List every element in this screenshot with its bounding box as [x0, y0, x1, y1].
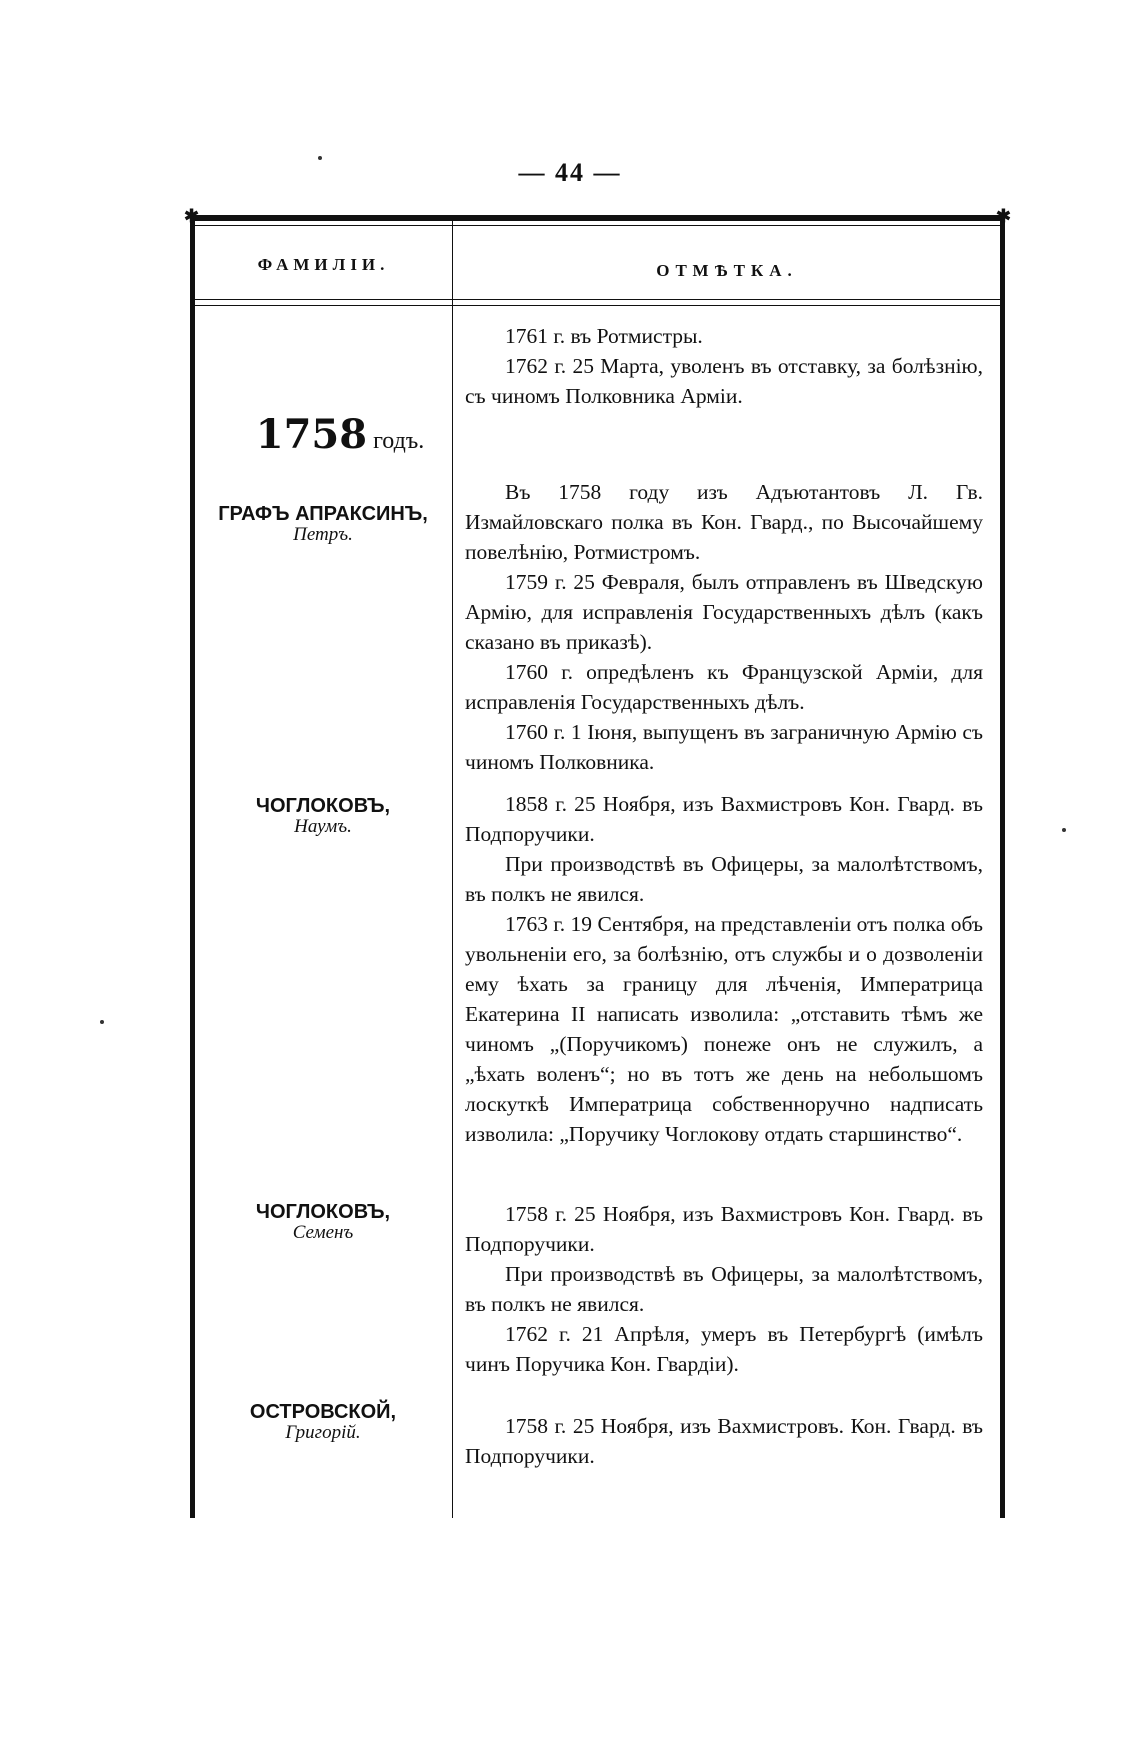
given-name: Семенъ — [292, 1222, 354, 1243]
speck-mark — [318, 156, 322, 160]
surname: ГРАФЪ АПРАКСИНЪ, — [218, 503, 428, 525]
surname: ЧОГЛОКОВЪ, — [255, 1201, 391, 1223]
page-number: — 44 — — [518, 158, 622, 187]
note-paragraph: 1763 г. 19 Сентября, на представленіи отъ полка объ увольненіи его, за болѣзнію, отъ службы и о дозволеніи ему ѣхать за границу для лѣченія, Императрица Екатерина II написать изволила: „отставить тѣмъ же чиномъ „(Поручикомъ) понеже онъ не служилъ, а „ѣхать воленъ“; но въ тотъ же день на небольшомъ лоскуткѣ Императрица собственноручно надписать изволила: „Поручику Чоглокову отдать старшинство“. — [465, 912, 983, 1146]
entry-notes — [465, 1199, 983, 1379]
note-paragraph: 1762 г. 25 Марта, уволенъ въ отставку, за болѣзнію, съ чиномъ Полковника Арміи. — [465, 354, 983, 408]
header-surnames: ФАМИЛІИ. — [257, 255, 390, 274]
name-entry — [203, 795, 443, 838]
entry-notes — [465, 477, 983, 777]
year-word: годъ. — [373, 428, 425, 454]
year-heading — [235, 411, 445, 458]
surname: ОСТРОВСКОЙ, — [249, 1401, 397, 1423]
note-paragraph: При производствѣ въ Офицеры, за малолѣтствомъ, въ полкъ не явился. — [465, 1262, 983, 1316]
speck-mark — [100, 1020, 104, 1024]
register-table — [184, 206, 1011, 1518]
note-paragraph: Въ 1758 году изъ Адъютантовъ Л. Гв. Измайловскаго полка въ Кон. Гвард., по Высочайшему повелѣнію, Ротмистромъ. — [465, 480, 983, 564]
header-rule — [195, 305, 1000, 306]
corner-ornament-icon: ✱ — [995, 206, 1011, 226]
note-paragraph: 1760 г. 1 Іюня, выпущенъ въ заграничную Армію съ чиномъ Полковника. — [465, 720, 983, 774]
speck-mark — [1062, 828, 1066, 832]
note-paragraph: 1858 г. 25 Ноября, изъ Вахмистровъ Кон. Гвард. въ Подпоручики. — [465, 792, 983, 846]
note-paragraph: 1760 г. опредѣленъ къ Французской Арміи, для исправленія Государственныхъ дѣлъ. — [465, 660, 983, 714]
name-entry — [203, 503, 443, 546]
header-rule — [195, 299, 1000, 300]
note-paragraph: При производствѣ въ Офицеры, за малолѣтствомъ, въ полкъ не явился. — [465, 852, 983, 906]
note-paragraph: 1762 г. 21 Апрѣля, умеръ въ Петербургѣ (имѣлъ чинъ Поручика Кон. Гвардіи). — [465, 1322, 983, 1376]
entry-notes — [465, 789, 983, 1149]
given-name: Наумъ. — [294, 816, 352, 837]
note-paragraph: 1758 г. 25 Ноября, изъ Вахмистровъ. Кон. Гвард. въ Подпоручики. — [465, 1414, 983, 1468]
corner-ornament-icon: ✱ — [184, 206, 200, 226]
year-number: 1758 — [255, 411, 368, 458]
name-entry — [203, 1401, 443, 1444]
note-paragraph: 1759 г. 25 Февраля, былъ отправленъ въ Шведскую Армію, для исправленія Государственныхъ дѣлъ (какъ сказано въ приказѣ). — [465, 570, 983, 654]
name-entry — [203, 1201, 443, 1244]
header-notes: ОТМѢТКА. — [656, 261, 798, 280]
entry-notes — [465, 1411, 983, 1471]
note-paragraph: 1761 г. въ Ротмистры. — [505, 324, 703, 348]
column-divider — [452, 221, 453, 1518]
given-name: Григорій. — [285, 1422, 361, 1443]
note-paragraph: 1758 г. 25 Ноября, изъ Вахмистровъ Кон. Гвард. въ Подпоручики. — [465, 1202, 983, 1256]
entry-notes — [465, 321, 983, 411]
surname: ЧОГЛОКОВЪ, — [255, 795, 391, 817]
given-name: Петръ. — [293, 524, 353, 545]
